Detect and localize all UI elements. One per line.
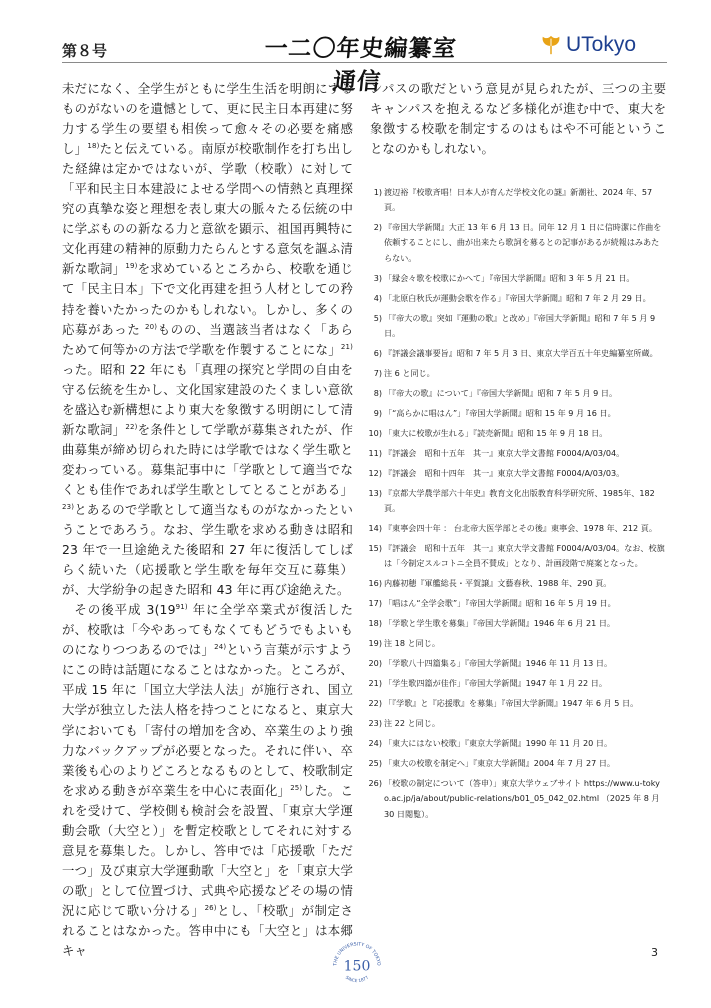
footnote-item <box>370 386 666 401</box>
footnote-number: 6) <box>373 347 382 358</box>
footnote-number: 13) <box>368 487 382 498</box>
footnote-number: 5) <box>373 312 382 323</box>
footnote-item <box>370 446 666 461</box>
footnote-item <box>370 466 666 481</box>
footnote-text: 「唱はん“全学会歌”」『帝国大学新聞』昭和 16 年 5 月 19 日。 <box>384 598 616 609</box>
seal-text-bottom: SINCE 1877 <box>344 975 370 985</box>
footnote-number: 1) <box>373 187 382 197</box>
footnote-number: 2) <box>373 222 382 233</box>
footnote-text: 「『学歌』と『応援歌』を募集」『帝国大学新聞』1947 年 6 月 5 日。 <box>384 698 639 709</box>
footnote-number: 14) <box>368 523 382 534</box>
footnote-item <box>370 776 666 822</box>
footnote-item <box>370 220 666 266</box>
footnote-item <box>370 366 666 381</box>
footnote-number: 3) <box>373 272 382 283</box>
seal-text-top: THE UNIVERSITY OF TOKYO <box>333 942 381 967</box>
footnote-text: 「学歌八十四篇集る」『帝国大学新聞』1946 年 11 月 13 日。 <box>384 658 613 669</box>
footnote-number: 9) <box>373 407 382 418</box>
footnote-item <box>370 576 666 591</box>
footnote-item <box>370 486 666 516</box>
right-column <box>370 79 666 827</box>
footnote-number: 23) <box>368 718 382 729</box>
seal-number: 150 <box>343 958 371 975</box>
footnote-text: 「『帝大の歌』について」『帝国大学新聞』昭和 7 年 5 月 9 日。 <box>384 387 618 398</box>
footnote-text: 渡辺裕『校歌斉唱！日本人が育んだ学校文化の謎』新潮社、2024 年、57 頁。 <box>384 187 653 213</box>
footnote-number: 24) <box>368 738 382 749</box>
footnote-text: 注 18 と同じ。 <box>384 638 440 649</box>
footnote-item <box>370 311 666 341</box>
page-header <box>0 0 711 95</box>
footnote-text: 「東大の校歌を制定へ」『東京大学新聞』2004 年 7 月 27 日。 <box>384 758 616 769</box>
left-paragraph-1: 未だになく、全学生がともに学生生活を明朗にするものがないのを遺憾として、更に民主日本再建に努力する学生の要望も相俟って愈々その必要を痛感し」$^{18)}$たと伝えている。南原が校歌制作を打ち出した経緯は定かではないが、学歌（校歌）に対して「平和民主日本建設によせる学問への情熱と真理探究の真摯な姿と理想を表し東大の脈々たる伝統の中に学ぶものの新なる力と意欲を顕示、祖国再興特に文化再建の精神的原動力たらんとする意気を謳ふ清新な歌詞」$^{19)}$を求めているところから、校歌を通じて「民主日本」下で文化再建を担う人材としての矜持を養いたかったのかもしれない。しかし、多くの応募があった $^{20)}$ものの、当選該当者はなく「あらためて何等かの方法で学歌を作製することにな」$^{21)}$った。昭和 22 年にも「真理の探究と学問の自由を守る伝統を生かし、文化国家建設のたくましい意欲を盛込む新構想により東大を象徴する明朗にして清新な歌詞」$^{22)}$を条件として学歌が募集されたが、作曲募集が締め切られた時には学歌ではなく学生歌と変わっている。募集記事中に「学歌として適当でなくとも佳作であれば学生歌としてとることがある」$^{23)}$とあるので学歌として適当なものがなかったということであろう。なお、学生歌を求める動きは昭和 23 年で一旦途絶えた後昭和 27 年に復活してしばらく続いた（応援歌と学生歌を毎年交互に募集）が、大学紛争の起きた昭和 43 年に再び途絶えた。 <box>62 81 353 598</box>
footnote-number: 10) <box>368 427 382 438</box>
footnote-item <box>370 696 666 711</box>
footnote-item <box>370 596 666 611</box>
footnote-item <box>370 406 666 421</box>
anniversary-seal <box>329 938 385 994</box>
footnote-text: 「『帝大の歌』突如『運動の歌』と改め」『帝国大学新聞』昭和 7 年 5 月 9 日。 <box>384 312 656 338</box>
header-rule <box>62 62 667 63</box>
footnote-number: 16) <box>368 578 382 589</box>
footnote-text: 「東大にはない校歌」『東京大学新聞』1990 年 11 月 20 日。 <box>384 738 613 749</box>
footnote-text: 「学生歌四篇が佳作」『帝国大学新聞』1947 年 1 月 22 日。 <box>384 678 607 689</box>
footnote-number: 20) <box>368 658 382 669</box>
footnote-item <box>370 185 666 215</box>
footnote-item <box>370 636 666 651</box>
footnote-text: 「北原白秋氏が運動会歌を作る」『帝国大学新聞』昭和 7 年 2 月 29 日。 <box>384 292 651 303</box>
footnote-text: 『評議会 昭和十五年 其一』東京大学文書館 F0004/A/03/04。なお、校旗は「今制定スルコトニ全員不賛成」となり、計画段階で廃案となった。 <box>384 543 665 569</box>
footnote-text: 「“高らかに唱はん”」『帝国大学新聞』昭和 15 年 9 月 16 日。 <box>384 407 616 418</box>
footnote-text: 「縁会々歌を校歌にかへて」『帝国大学新聞』昭和 3 年 5 月 21 日。 <box>384 272 635 283</box>
footnote-item <box>370 716 666 731</box>
footnote-item <box>370 291 666 306</box>
footnote-item <box>370 426 666 441</box>
footnote-number: 7) <box>373 367 382 378</box>
footnote-text: 『評議会 昭和十五年 其一』東京大学文書館 F0004/A/03/04。 <box>384 447 625 458</box>
footnote-text: 『東寧会四十年 ： 台北帝大医学部とその後』東寧会、1978 年、212 頁。 <box>384 523 657 534</box>
footnote-number: 18) <box>368 618 382 629</box>
footnote-number: 15) <box>368 543 382 554</box>
footnote-text: 「校歌の制定について（答申）」東京大学ウェブサイト https://www.u-tokyo.ac.jp/ja/about/public-relations/b01_05_042_02.html （2025 年 8 月 30 日閲覧）。 <box>384 778 660 819</box>
footnote-item <box>370 676 666 691</box>
footnote-item <box>370 756 666 771</box>
footnote-text: 「学歌と学生歌を募集」『帝国大学新聞』1946 年 6 月 21 日。 <box>384 618 616 629</box>
footnote-item <box>370 541 666 571</box>
utokyo-logo <box>540 33 636 57</box>
footnote-item <box>370 521 666 536</box>
footnote-number: 22) <box>368 698 382 709</box>
footnote-number: 25) <box>368 758 382 769</box>
left-column <box>62 79 353 961</box>
right-body-text: ンパスの歌だという意見が見られたが、三つの主要キャンパスを抱えるなど多様化が進む中で、東大を象徴する校歌を制定するのはもはや不可能ということなのかもしれない。 <box>370 81 666 156</box>
issue-number: 第８号 <box>62 42 108 60</box>
logo-text: UTokyo <box>566 33 637 56</box>
footnote-number: 11) <box>368 447 382 458</box>
footnote-text: 「東大に校歌が生れる」『読売新聞』昭和 15 年 9 月 18 日。 <box>384 427 608 438</box>
footnote-text: 内藤初穂『軍艦総長・平賀譲』文藝春秋、1988 年、290 頁。 <box>384 578 612 589</box>
footnote-number: 21) <box>368 678 382 689</box>
footnote-item <box>370 736 666 751</box>
masthead-title: 一二〇年史編纂室通信 <box>263 35 458 95</box>
footnote-number: 17) <box>368 598 382 609</box>
footnote-text: 『京都大学農学部六十年史』教育文化出版教育科学研究所、1985年、182 頁。 <box>384 487 655 514</box>
footnote-number: 19) <box>368 638 382 649</box>
footnote-text: 注 6 と同じ。 <box>384 367 435 378</box>
page-number: 3 <box>651 946 658 959</box>
footnote-number: 12) <box>368 467 382 478</box>
footnote-item <box>370 616 666 631</box>
left-paragraph-2: その後平成 3(19$^{91)}$ 年に全学卒業式が復活したが、校歌は「今やあってもなくてもどうでもよいものになりつつあるのでは」$^{24)}$という言葉が示すようにこの時は話題になることはなかった。ところが、平成 15 年に「国立大学法人法」が施行され、国立大学が独立した法人格を持つことになると、東京大学においても「寄付の増加を含め、卒業生のより強力なバックアップが必要となった。それに伴い、卒業後も心のよりどころとなるものとして、校歌制定を求める動きが卒業生を中心に表面化」$^{25)}$した。これを受けて、学校側も検討会を設置、「東京大学運動会歌（大空と）」を暫定校歌としてそれに対する意見を募集した。しかし、答申では「応援歌「ただ一つ」及び東京大学運動歌「大空と」を「東京大学の歌」として位置づけ、式典や応援などその場の情況に応じて歌い分ける」$^{26)}$とし、「校歌」が制定されることはなかった。答申中にも「大空と」は本郷キャ <box>62 602 354 959</box>
footnote-text: 『評議会議事要旨』昭和 7 年 5 月 3 日、東京大学百五十年史編纂室所蔵。 <box>384 347 658 358</box>
footnote-text: 注 22 と同じ。 <box>384 718 440 729</box>
footnote-item <box>370 656 666 671</box>
footnote-number: 26) <box>368 778 382 789</box>
ginkgo-icon <box>540 34 562 56</box>
footnote-text: 『評議会 昭和十四年 其一』東京大学文書館 F0004/A/03/03。 <box>384 467 625 478</box>
footnote-item <box>370 271 666 286</box>
notes-list <box>370 185 666 822</box>
footnote-number: 8) <box>373 387 382 398</box>
footnote-item <box>370 346 666 361</box>
footnote-number: 4) <box>373 292 382 303</box>
footnote-text: 『帝国大学新聞』大正 13 年 6 月 13 日。同年 12 月 1 日に信時潔に作曲を依頼することにし、曲が出来たら歌詞を募るとの記事があるが続報はみあたらない。 <box>384 222 662 263</box>
